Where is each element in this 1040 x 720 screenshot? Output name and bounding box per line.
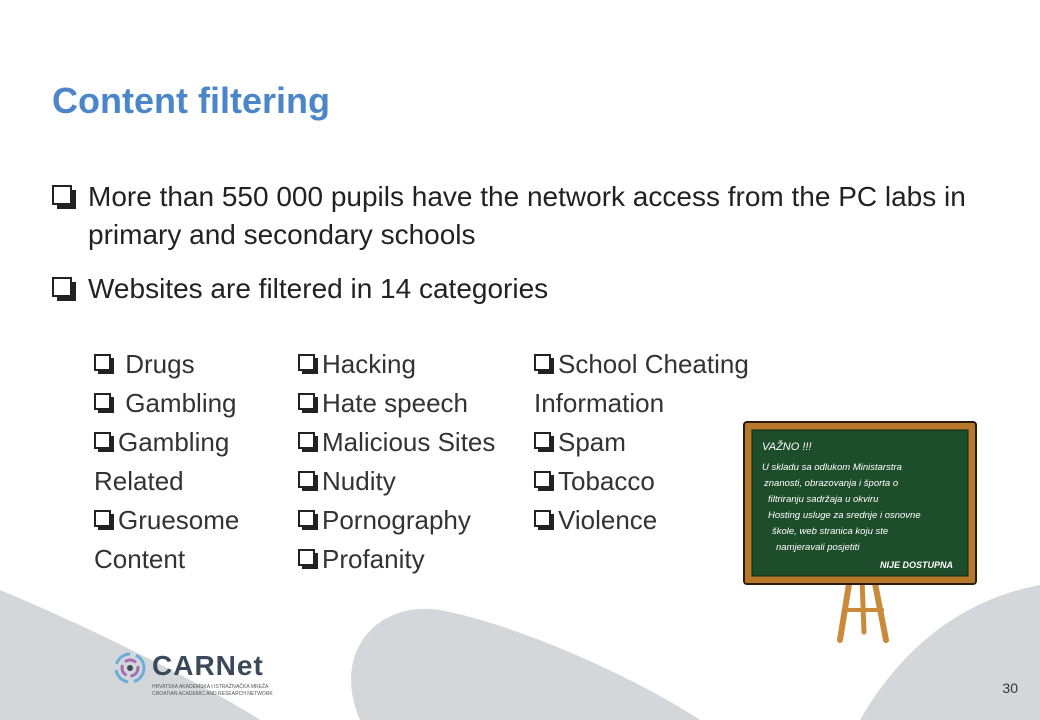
carnet-logo — [112, 648, 292, 698]
checkbox-bullet-icon — [298, 393, 318, 413]
checkbox-bullet-icon — [94, 393, 114, 413]
checkbox-bullet-icon — [52, 185, 76, 209]
board-heading: VAŽNO !!! — [762, 441, 812, 453]
bullet-text: More than 550 000 pupils have the network access from the PC labs in primary and secondary schools — [88, 181, 966, 250]
blackboard-illustration — [740, 418, 980, 648]
carnet-logo-mark-icon — [112, 650, 148, 686]
category-item: Drugs — [94, 345, 274, 384]
category-item: Tobacco — [534, 462, 794, 501]
category-item: Violence — [534, 501, 794, 540]
board-line: Hosting usluge za srednje i osnovne — [768, 510, 921, 521]
logo-subtitle-en: CROATIAN ACADEMIC AND RESEARCH NETWORK — [152, 691, 273, 697]
category-item: Spam — [534, 423, 794, 462]
checkbox-bullet-icon — [298, 510, 318, 530]
board-line: znanosti, obrazovanja i športa o — [764, 478, 899, 489]
board-line: filtriranju sadržaja u okviru — [768, 494, 879, 505]
category-item: Gruesome Content — [94, 505, 240, 574]
checkbox-bullet-icon — [94, 432, 114, 452]
category-item: Pornography — [298, 501, 528, 540]
checkbox-bullet-icon — [298, 549, 318, 569]
slide-title: Content filtering — [52, 80, 330, 121]
category-column-1 — [94, 345, 274, 579]
category-item: School Cheating Information — [534, 349, 749, 418]
checkbox-bullet-icon — [298, 354, 318, 374]
category-item: Hacking — [298, 345, 528, 384]
logo-subtitle-hr: HRVATSKA AKADEMSKA I ISTRAŽIVAČKA MREŽA — [152, 684, 269, 690]
checkbox-bullet-icon — [94, 510, 114, 530]
category-item: Malicious Sites — [298, 423, 528, 462]
bullet-item — [52, 270, 982, 308]
board-line: U skladu sa odlukom Ministarstra — [762, 462, 902, 473]
category-item: Nudity — [298, 462, 528, 501]
easel-leg-middle — [862, 578, 864, 632]
checkbox-bullet-icon — [298, 471, 318, 491]
category-item: Hate speech — [298, 384, 528, 423]
checkbox-bullet-icon — [94, 354, 114, 374]
bullet-item — [52, 178, 982, 254]
bullet-text: Websites are filtered in 14 categories — [88, 273, 549, 304]
checkbox-bullet-icon — [534, 354, 554, 374]
category-item: Profanity — [298, 540, 528, 579]
bullet-list — [52, 178, 982, 324]
checkbox-bullet-icon — [534, 432, 554, 452]
checkbox-bullet-icon — [534, 471, 554, 491]
page-number: 30 — [1002, 680, 1018, 696]
checkbox-bullet-icon — [52, 277, 76, 301]
board-line: namjeravali posjetiti — [776, 542, 860, 553]
bottom-center-arc — [351, 609, 700, 720]
category-column-2 — [298, 345, 528, 579]
board-line: škole, web stranica koju ste — [772, 526, 889, 537]
logo-name: CARNet — [152, 650, 264, 681]
checkbox-bullet-icon — [298, 432, 318, 452]
category-item: Gambling Related — [94, 427, 230, 496]
category-item: Gambling — [94, 384, 274, 423]
board-stamp: NIJE DOSTUPNA — [880, 560, 954, 570]
checkbox-bullet-icon — [534, 510, 554, 530]
